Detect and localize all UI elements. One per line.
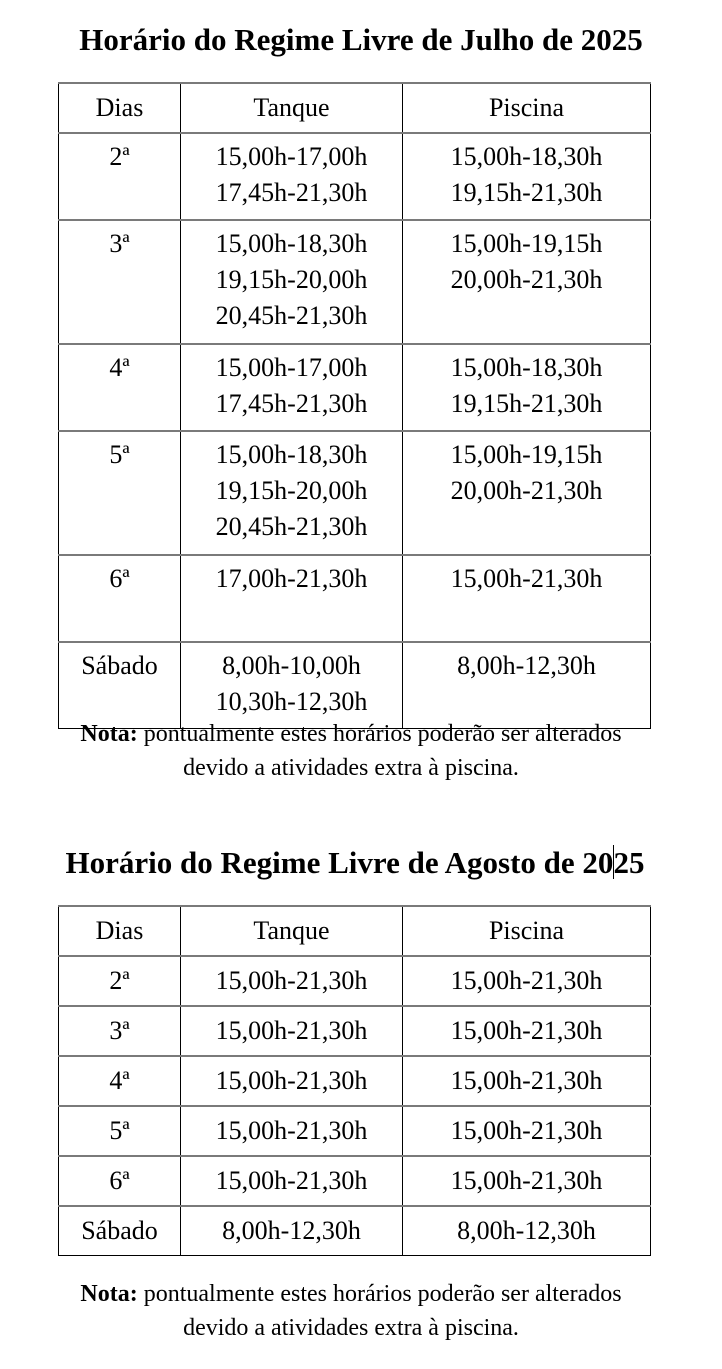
- tanque-cell: 15,00h-21,30h: [181, 956, 403, 1006]
- tanque-cell: [181, 431, 403, 555]
- piscina-cell: [403, 431, 651, 555]
- time-range: 19,15h-20,00h: [215, 476, 368, 505]
- time-range: 8,00h-10,00h: [222, 651, 361, 680]
- tanque-cell: 15,00h-21,30h: [181, 1156, 403, 1206]
- time-range: 20,00h-21,30h: [450, 476, 603, 505]
- table-row: [59, 1156, 651, 1206]
- header-piscina: Piscina: [403, 83, 651, 133]
- time-range: 10,30h-12,30h: [215, 687, 368, 716]
- header-dias: Dias: [59, 906, 181, 956]
- day-cell: 3ª: [59, 1006, 181, 1056]
- august-title-part1: Horário do Regime Livre de Agosto de 20: [65, 845, 614, 880]
- table-row: [59, 1106, 651, 1156]
- table-row: [59, 956, 651, 1006]
- july-schedule-table: [58, 82, 651, 729]
- august-title: [0, 845, 716, 881]
- tanque-cell: 15,00h-21,30h: [181, 1106, 403, 1156]
- table-header-row: [59, 83, 651, 133]
- piscina-cell: [403, 642, 651, 729]
- day-cell: 4ª: [59, 344, 181, 431]
- header-tanque: Tanque: [181, 906, 403, 956]
- time-range: 20,45h-21,30h: [215, 301, 368, 330]
- piscina-cell: [403, 133, 651, 220]
- july-note: [0, 717, 712, 785]
- time-range: 17,45h-21,30h: [215, 178, 368, 207]
- time-range: 8,00h-12,30h: [457, 651, 596, 680]
- tanque-cell: [181, 344, 403, 431]
- august-title-part2: 25: [613, 845, 645, 880]
- time-range: 15,00h-19,15h: [450, 229, 603, 258]
- note-label: Nota:: [80, 1281, 138, 1307]
- august-schedule-table: [58, 905, 651, 1256]
- table-row: [59, 555, 651, 642]
- tanque-cell: [181, 133, 403, 220]
- table-row: [59, 1206, 651, 1256]
- table-row: [59, 642, 651, 729]
- note-text-line1: pontualmente estes horários poderão ser alterados: [137, 721, 622, 747]
- table-row: [59, 1006, 651, 1056]
- day-cell: 6ª: [59, 1156, 181, 1206]
- piscina-cell: [403, 220, 651, 344]
- tanque-cell: 8,00h-12,30h: [181, 1206, 403, 1256]
- day-cell: Sábado: [59, 1206, 181, 1256]
- tanque-cell: [181, 555, 403, 642]
- table-row: [59, 133, 651, 220]
- piscina-cell: 15,00h-21,30h: [403, 1006, 651, 1056]
- table-row: [59, 220, 651, 344]
- day-cell: 2ª: [59, 133, 181, 220]
- table-row: [59, 1056, 651, 1106]
- time-range: 15,00h-17,00h: [215, 142, 368, 171]
- tanque-cell: [181, 642, 403, 729]
- time-range: 17,45h-21,30h: [215, 389, 368, 418]
- tanque-cell: 15,00h-21,30h: [181, 1056, 403, 1106]
- header-dias: Dias: [59, 83, 181, 133]
- table-row: [59, 344, 651, 431]
- note-text-line1: pontualmente estes horários poderão ser alterados: [137, 1281, 622, 1307]
- july-title: Horário do Regime Livre de Julho de 2025: [79, 22, 643, 57]
- day-cell: Sábado: [59, 642, 181, 729]
- tanque-cell: [181, 220, 403, 344]
- header-tanque: Tanque: [181, 83, 403, 133]
- day-cell: 6ª: [59, 555, 181, 642]
- day-cell: 2ª: [59, 956, 181, 1006]
- time-range: 20,45h-21,30h: [215, 512, 368, 541]
- time-range: 19,15h-21,30h: [450, 389, 603, 418]
- piscina-cell: 8,00h-12,30h: [403, 1206, 651, 1256]
- day-cell: 4ª: [59, 1056, 181, 1106]
- day-cell: 3ª: [59, 220, 181, 344]
- time-range: 20,00h-21,30h: [450, 265, 603, 294]
- piscina-cell: 15,00h-21,30h: [403, 1056, 651, 1106]
- header-piscina: Piscina: [403, 906, 651, 956]
- piscina-cell: [403, 555, 651, 642]
- day-cell: 5ª: [59, 1106, 181, 1156]
- time-range: 15,00h-17,00h: [215, 353, 368, 382]
- time-range: 15,00h-18,30h: [450, 142, 603, 171]
- time-range: 15,00h-18,30h: [450, 353, 603, 382]
- piscina-cell: [403, 344, 651, 431]
- august-note: [0, 1277, 712, 1345]
- time-range: 15,00h-19,15h: [450, 440, 603, 469]
- time-range: 19,15h-21,30h: [450, 178, 603, 207]
- note-label: Nota:: [80, 721, 138, 747]
- time-range: 17,00h-21,30h: [215, 564, 368, 593]
- time-range: 19,15h-20,00h: [215, 265, 368, 294]
- tanque-cell: 15,00h-21,30h: [181, 1006, 403, 1056]
- piscina-cell: 15,00h-21,30h: [403, 1156, 651, 1206]
- time-range: 15,00h-18,30h: [215, 229, 368, 258]
- piscina-cell: 15,00h-21,30h: [403, 1106, 651, 1156]
- time-range: 15,00h-18,30h: [215, 440, 368, 469]
- note-text-line2: devido a atividades extra à piscina.: [183, 755, 519, 781]
- note-text-line2: devido a atividades extra à piscina.: [183, 1315, 519, 1341]
- time-range: 15,00h-21,30h: [450, 564, 603, 593]
- table-header-row: [59, 906, 651, 956]
- piscina-cell: 15,00h-21,30h: [403, 956, 651, 1006]
- table-row: [59, 431, 651, 555]
- day-cell: 5ª: [59, 431, 181, 555]
